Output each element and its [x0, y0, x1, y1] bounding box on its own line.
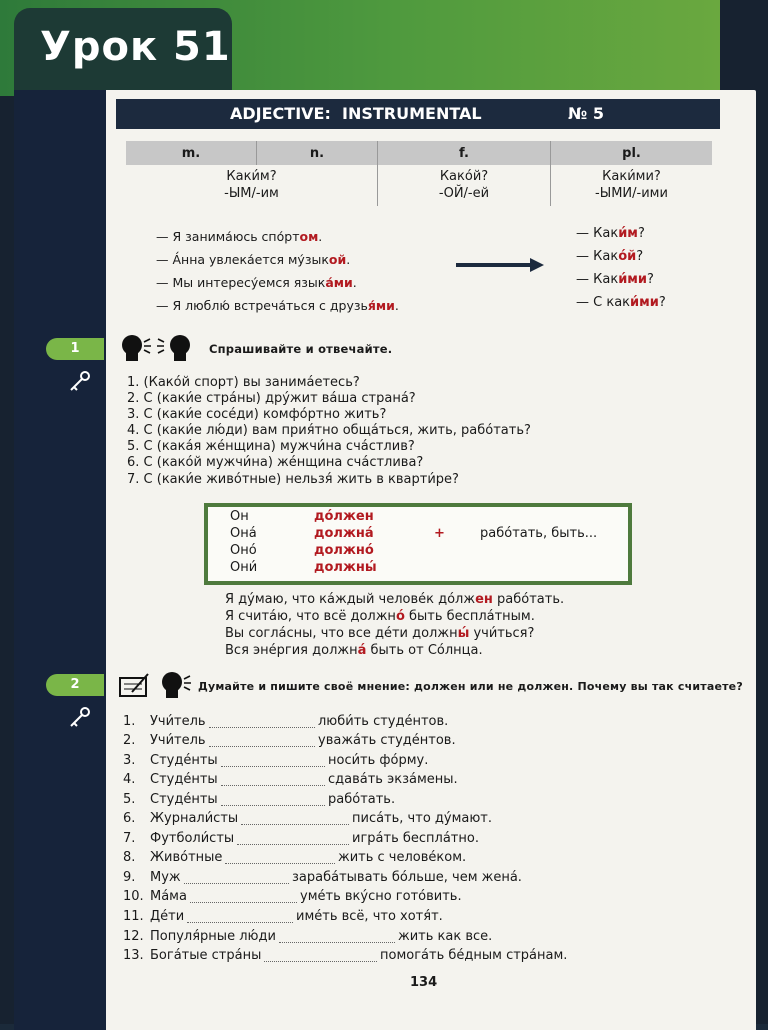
item-predicate: име́ть всё, что хотя́т.: [296, 909, 443, 924]
list-item: 7. С (каки́е живо́тные) нельзя́ жить в кварти́ре?: [127, 472, 459, 487]
blank-line: [221, 796, 325, 806]
question-f: Како́й?: [439, 169, 489, 184]
modal-form: до́лжен: [314, 509, 374, 524]
item-number: 9.: [123, 870, 136, 885]
pronoun: Она́: [230, 526, 257, 541]
item-predicate: игра́ть беспла́тно.: [352, 831, 479, 846]
item-predicate: сдава́ть экза́мены.: [328, 772, 458, 787]
section-banner: [116, 99, 720, 129]
item-number: 2.: [123, 733, 136, 748]
question-mn: Каки́м?: [226, 169, 277, 184]
item-number: 10.: [123, 889, 144, 904]
modal-form: должны́: [314, 560, 377, 575]
item-number: 12.: [123, 929, 144, 944]
item-number: 5.: [123, 792, 136, 807]
item-number: 7.: [123, 831, 136, 846]
blank-line: [241, 815, 349, 825]
item-subject: Футболи́сты: [150, 831, 235, 846]
item-subject: Учи́тель: [150, 733, 206, 748]
plus-sign: +: [434, 526, 445, 541]
lesson-title: Урок 51: [40, 24, 231, 70]
blank-line: [187, 913, 293, 923]
pronoun: Они́: [230, 560, 258, 575]
item-number: 4.: [123, 772, 136, 787]
table-header-pl: pl.: [551, 141, 713, 165]
blank-line: [279, 933, 395, 943]
question-word: — Каки́ми?: [576, 272, 654, 287]
pronoun: Оно́: [230, 543, 257, 558]
writing-pad-icon: [118, 670, 192, 700]
infinitive-list: рабо́тать, быть...: [480, 526, 598, 541]
item-predicate: жить как все.: [398, 929, 493, 944]
example-statement: Я счита́ю, что всё должно́ быть беспла́тным.: [225, 609, 535, 624]
item-predicate: уважа́ть студе́нтов.: [318, 733, 456, 748]
item-number: 1.: [123, 714, 136, 729]
item-number: 11.: [123, 909, 144, 924]
exercise-instruction: Спрашивайте и отвечайте.: [209, 342, 393, 356]
item-subject: Ма́ма: [150, 889, 187, 904]
question-word: — С каки́ми?: [576, 295, 666, 310]
list-item: 3. С (каки́е сосе́ди) комфо́ртно жить?: [127, 407, 387, 422]
example-statement: Я ду́маю, что ка́ждый челове́к до́лжен рабо́тать.: [225, 592, 565, 607]
item-subject: Студе́нты: [150, 792, 218, 807]
item-predicate: помога́ть бе́дным стра́нам.: [380, 948, 568, 963]
item-subject: Бога́тые стра́ны: [150, 948, 262, 963]
arrow-right-icon: [456, 256, 546, 274]
item-subject: Журнали́сты: [150, 811, 239, 826]
exercise-badge: 1: [46, 338, 104, 360]
list-item: 1. (Како́й спорт) вы занима́етесь?: [127, 375, 360, 390]
blank-line: [209, 737, 315, 747]
table-header-f: f.: [378, 141, 551, 165]
page-number: 134: [410, 975, 438, 990]
item-subject: Де́ти: [150, 909, 185, 924]
blank-line: [237, 835, 349, 845]
blank-line: [221, 757, 325, 767]
lesson-title-tab: [14, 8, 232, 90]
item-predicate: рабо́тать.: [328, 792, 396, 807]
example-statement: Вы согла́сны, что все де́ти должны́ учи́ться?: [225, 626, 535, 641]
item-predicate: носи́ть фо́рму.: [328, 753, 429, 768]
question-word: — Како́й?: [576, 249, 644, 264]
modal-verb-box: [204, 503, 632, 585]
table-header-n: n.: [257, 141, 378, 165]
speaking-heads-icon: [118, 333, 198, 363]
item-number: 13.: [123, 948, 144, 963]
blank-line: [264, 952, 377, 962]
blank-line: [225, 854, 335, 864]
ending-pl: -ЫМИ/-ими: [595, 186, 668, 201]
item-subject: Муж: [150, 870, 181, 885]
item-subject: Учи́тель: [150, 714, 206, 729]
item-subject: Живо́тные: [150, 850, 223, 865]
example-sentence: — Я занима́юсь спо́ртом.: [156, 229, 323, 244]
banner-number: № 5: [568, 104, 604, 123]
item-predicate: люби́ть студе́нтов.: [318, 714, 449, 729]
table-header-m: m.: [126, 141, 257, 165]
table-cell-mn: [126, 165, 378, 206]
item-predicate: жить с челове́ком.: [338, 850, 467, 865]
key-icon: [68, 706, 92, 728]
example-sentence: — Мы интересу́емся языка́ми.: [156, 275, 357, 290]
example-sentence: — А́нна увлека́ется му́зыкой.: [156, 252, 351, 267]
exercise-instruction: Думайте и пишите своё мнение: должен или не должен. Почему вы так считаете?: [198, 680, 743, 693]
item-predicate: писа́ть, что ду́мают.: [352, 811, 493, 826]
item-subject: Студе́нты: [150, 753, 218, 768]
list-item: 5. С (кака́я же́нщина) мужчи́на сча́стлив?: [127, 439, 415, 454]
item-number: 8.: [123, 850, 136, 865]
list-item: 2. С (каки́е стра́ны) дру́жит ва́ша страна́?: [127, 391, 416, 406]
blank-line: [190, 893, 297, 903]
table-cell-pl: [551, 165, 713, 206]
item-predicate: уме́ть вку́сно гото́вить.: [300, 889, 462, 904]
blank-line: [184, 874, 289, 884]
endings-table: [126, 141, 712, 206]
blank-line: [221, 776, 325, 786]
item-number: 6.: [123, 811, 136, 826]
page-left-margin: [14, 90, 106, 1030]
ending-f: -ОЙ/-ей: [438, 186, 490, 201]
item-predicate: зараба́тывать бо́льше, чем жена́.: [292, 870, 522, 885]
pronoun: Он: [230, 509, 249, 524]
item-subject: Студе́нты: [150, 772, 218, 787]
example-sentence: — Я люблю́ встреча́ться с друзья́ми.: [156, 298, 399, 313]
modal-form: должна́: [314, 526, 374, 541]
ending-mn: -ЫМ/-им: [224, 186, 279, 201]
question-word: — Каки́м?: [576, 226, 645, 241]
list-item: 4. С (каки́е лю́ди) вам прия́тно обща́ться, жить, рабо́тать?: [127, 423, 531, 438]
list-item: 6. С (како́й мужчи́на) же́нщина сча́стлива?: [127, 455, 424, 470]
item-subject: Популя́рные лю́ди: [150, 929, 276, 944]
table-cell-f: [378, 165, 551, 206]
exercise-badge: 2: [46, 674, 104, 696]
key-icon: [68, 370, 92, 392]
blank-line: [209, 718, 315, 728]
question-pl: Каки́ми?: [602, 169, 661, 184]
banner-title: ADJECTIVE: INSTRUMENTAL: [230, 104, 482, 123]
example-statement: Вся эне́ргия должна́ быть от Со́лнца.: [225, 643, 483, 658]
item-number: 3.: [123, 753, 136, 768]
modal-form: должно́: [314, 543, 374, 558]
